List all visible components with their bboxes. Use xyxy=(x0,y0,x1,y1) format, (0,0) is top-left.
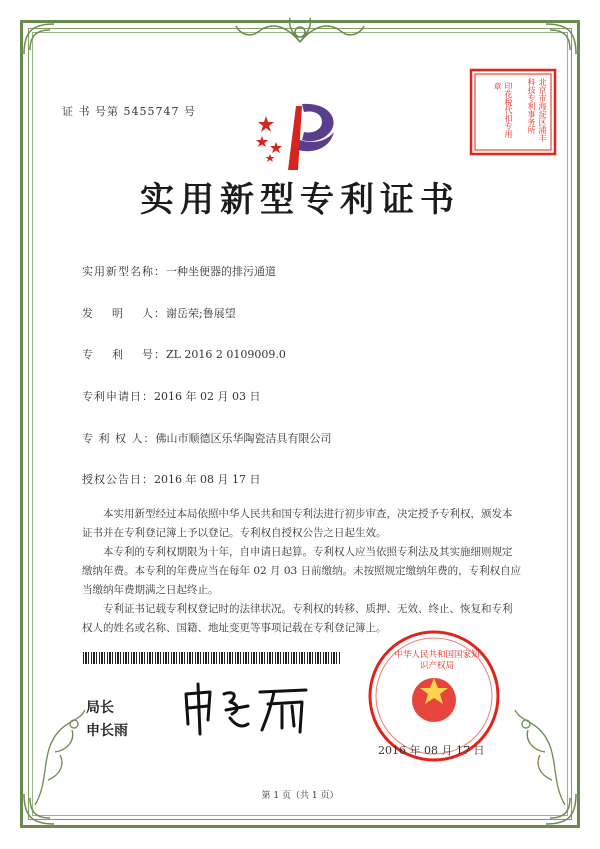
field-label: 发 明 人： xyxy=(82,307,166,320)
field-row-inventors xyxy=(82,305,236,321)
agency-seal-center-text: 印花税代扣专用章 xyxy=(493,82,513,138)
field-value: 谢岳荣;鲁展望 xyxy=(165,307,236,320)
field-row-application-date xyxy=(82,388,260,404)
field-value: 2016 年 08 月 17 日 xyxy=(154,473,261,486)
body-paragraph: 本实用新型经过本局依照中华人民共和国专利法进行初步审查，决定授予专利权，颁发本证书并在专利登记簿上予以登记。专利权自授权公告之日起生效。 xyxy=(82,508,513,539)
field-row-publication-date xyxy=(82,471,260,487)
field-row-name xyxy=(82,263,276,279)
barcode xyxy=(83,652,341,664)
field-label: 专 利 权 人： xyxy=(82,432,156,445)
field-row-patentee xyxy=(82,430,332,446)
certificate-title: 实用新型专利证书 xyxy=(140,180,460,220)
body-paragraph: 专利证书记载专利权登记时的法律状况。专利权的转移、质押、无效、终止、恢复和专利权人的姓名或名称、国籍、地址变更等事项记载在专利登记簿上。 xyxy=(82,603,513,634)
field-value: ZL 2016 2 0109009.0 xyxy=(165,348,286,361)
field-label: 专 利 号： xyxy=(82,348,166,361)
patent-office-logo-icon xyxy=(252,96,348,174)
director-name: 申长雨 xyxy=(86,723,128,739)
director-title: 局长 xyxy=(86,700,114,716)
field-row-patent-number xyxy=(82,346,286,362)
top-ornament xyxy=(230,14,370,48)
certificate-number: 证 书 号第 5455747 号 xyxy=(62,105,196,118)
field-label: 授权公告日： xyxy=(82,473,154,486)
field-label: 专利申请日： xyxy=(82,390,154,403)
page-number: 第 1 页（共 1 页） xyxy=(261,791,339,801)
certificate-body xyxy=(82,505,522,638)
field-value: 2016 年 02 月 03 日 xyxy=(154,390,261,403)
field-value: 一种坐便器的排污通道 xyxy=(166,265,276,278)
agency-seal-text-block xyxy=(478,78,548,148)
seal-text: 中华人民共和国国家知识产权局 xyxy=(394,650,480,671)
agency-seal-text: 北京市海淀区浦丰科技专利事务所 xyxy=(527,78,547,142)
field-value: 佛山市顺德区乐华陶瓷洁具有限公司 xyxy=(155,432,332,445)
corner-ornament-top-right xyxy=(544,22,578,56)
director-signature xyxy=(178,680,318,738)
corner-ornament-top-left xyxy=(22,22,56,56)
body-paragraph: 本专利的专利权期限为十年，自申请日起算。专利权人应当依照专利法及其实施细则规定缴纳年费。本专利的年费应当在每年 02 月 03 日前缴纳。未按照规定缴纳年费的，专利权自应当缴纳年费期满之日起终止。 xyxy=(82,546,522,596)
field-label: 实用新型名称： xyxy=(82,265,166,278)
seal-date: 2016 年 08 月 17 日 xyxy=(378,744,485,757)
